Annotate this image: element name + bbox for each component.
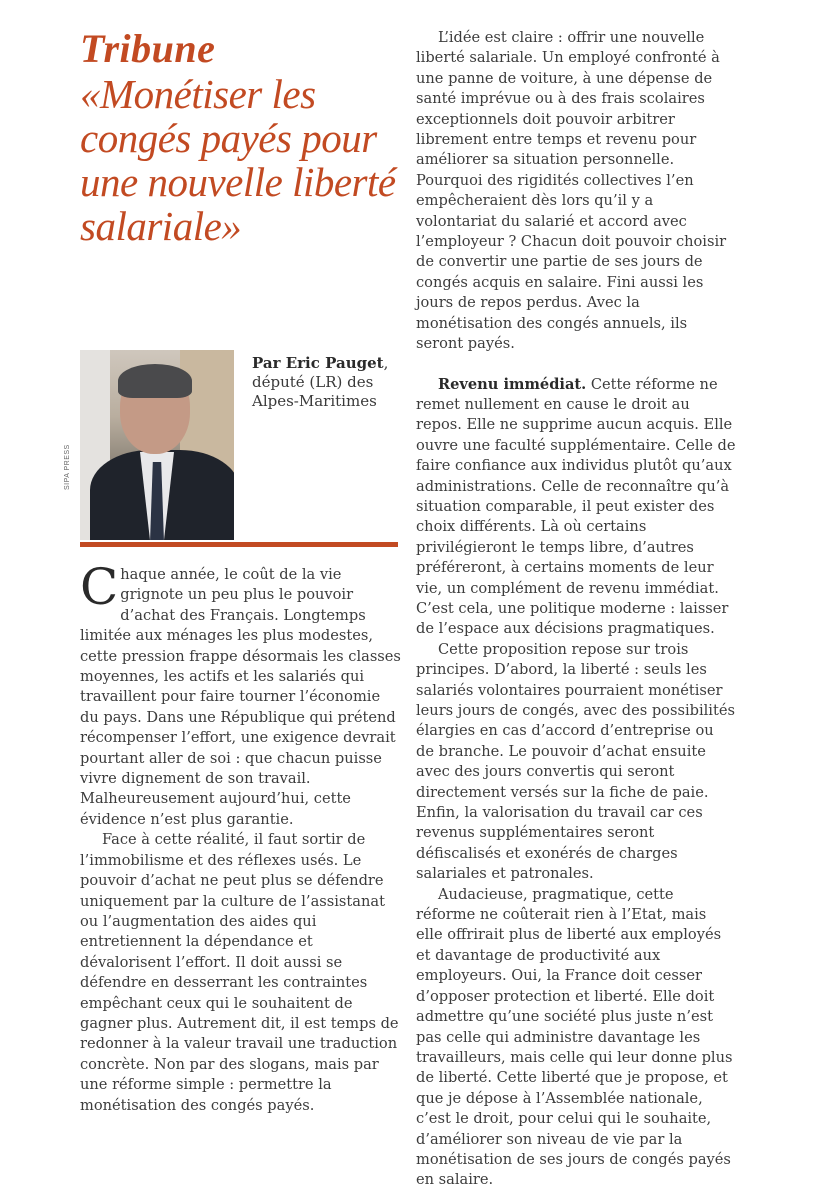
paragraph: Cette proposition repose sur trois principes. D’abord, la liberté : seuls les salariés volontaires pourraient monétiser leurs jours de congés, avec des possibilités élargies en cas d’accord d’entreprise ou de branche. Le pouvoir d’achat ensuite avec des jours convertis qui seront directement versés sur la fiche de paie. Enfin, la valorisation du travail car ces revenus supplémentaires seront défiscalisés et exonérés de charges salariales et patronales. [416,640,735,883]
paragraph: L’idée est claire : offrir une nouvelle liberté salariale. Un employé confronté à une panne de voiture, à une dépense de santé imprévue ou à des frais scolaires exceptionnels doit pouvoir arbitrer librement entre temps et revenu pour améliorer sa situation personnelle. Pourquoi des rigidités collectives l’en empêcheraient dès lors qu’il y a volontariat du salarié et accord avec l’employeur ? Chacun doit pouvoir choisir de convertir une partie de ses jours de congés acquis en salaire. Fini aussi les jours de repos perdus. Avec la monétisation des congés annuels, ils seront payés. [416,29,727,353]
left-column-body [80,558,402,1116]
author-name: Par Eric Pauget [252,354,384,372]
right-column-body [416,28,736,1191]
author-role: député (LR) des [252,373,374,391]
byline [252,354,388,411]
accent-rule [80,542,398,547]
subhead: Revenu immédiat. [438,375,587,393]
headline-block [80,28,400,248]
author-photo [80,350,234,540]
author-name-suffix: , [383,354,389,372]
paragraph: Audacieuse, pragmatique, cette réforme ne coûterait rien à l’Etat, mais elle offrirait plus de liberté aux employés et davantage de productivité aux employeurs. Oui, la France doit cesser d’opposer protection et liberté. Elle doit admettre qu’une société plus juste n’est pas celle qui administre davantage les travailleurs, mais celle qui leur donne plus de liberté. Cette liberté que je propose, et que je dépose à l’Assemblée nationale, c’est le droit, pour celui qui le souhaite, d’améliorer son niveau de vie par la monétisation de ses jours de congés payés en salaire. [416,885,733,1189]
headline: «Monétiser les congés payés pour une nouvelle liberté salariale» [80,71,396,249]
author-block [64,350,398,546]
author-region: Alpes-Maritimes [252,392,377,410]
photo-credit: SIPA PRESS [64,444,71,490]
paragraph: Revenu immédiat. Cette réforme ne remet nullement en cause le droit au repos. Elle ne supprime aucun acquis. Elle ouvre une faculté supplémentaire. Celle de faire confiance aux individus plutôt qu’aux administrations. Celle de reconnaître qu’à situation comparable, il peut exister des choix différents. Là où certains privilégieront le temps libre, d’autres préféreront, à certains moments de leur vie, un complément de revenu immédiat. C’est cela, une politique moderne : laisser de l’espace aux décisions pragmatiques. [416,375,736,638]
paragraph: Face à cette réalité, il faut sortir de l’immobilisme et des réflexes usés. Le pouvoir d’achat ne peut plus se défendre uniquement par la culture de l’assistanat ou l’augmentation des aides qui entretiennent la dépendance et dévalorisent l’effort. Il doit aussi se défendre en desserrant les contraintes empêchant ceux qui le souhaitent de gagner plus. Autrement dit, il est temps de redonner à la valeur travail une traduction concrète. Non par des slogans, mais par une réforme simple : permettre la monétisation des congés payés. [80,831,399,1114]
kicker: Tribune [80,26,216,71]
paragraph: Chaque année, le coût de la vie grignote un peu plus le pouvoir d’achat des Français. Longtemps limitée aux ménages les plus modestes, cette pression frappe désormais les classes moyennes, les actifs et les salariés qui travaillent pour faire tourner l’économie du pays. Dans une République qui prétend récompenser l’effort, une exigence devrait pourtant aller de soi : que chacun puisse vivre dignement de son travail. Malheureusement aujourd’hui, cette évidence n’est plus garantie. [80,558,401,828]
dropcap: C [80,558,119,616]
